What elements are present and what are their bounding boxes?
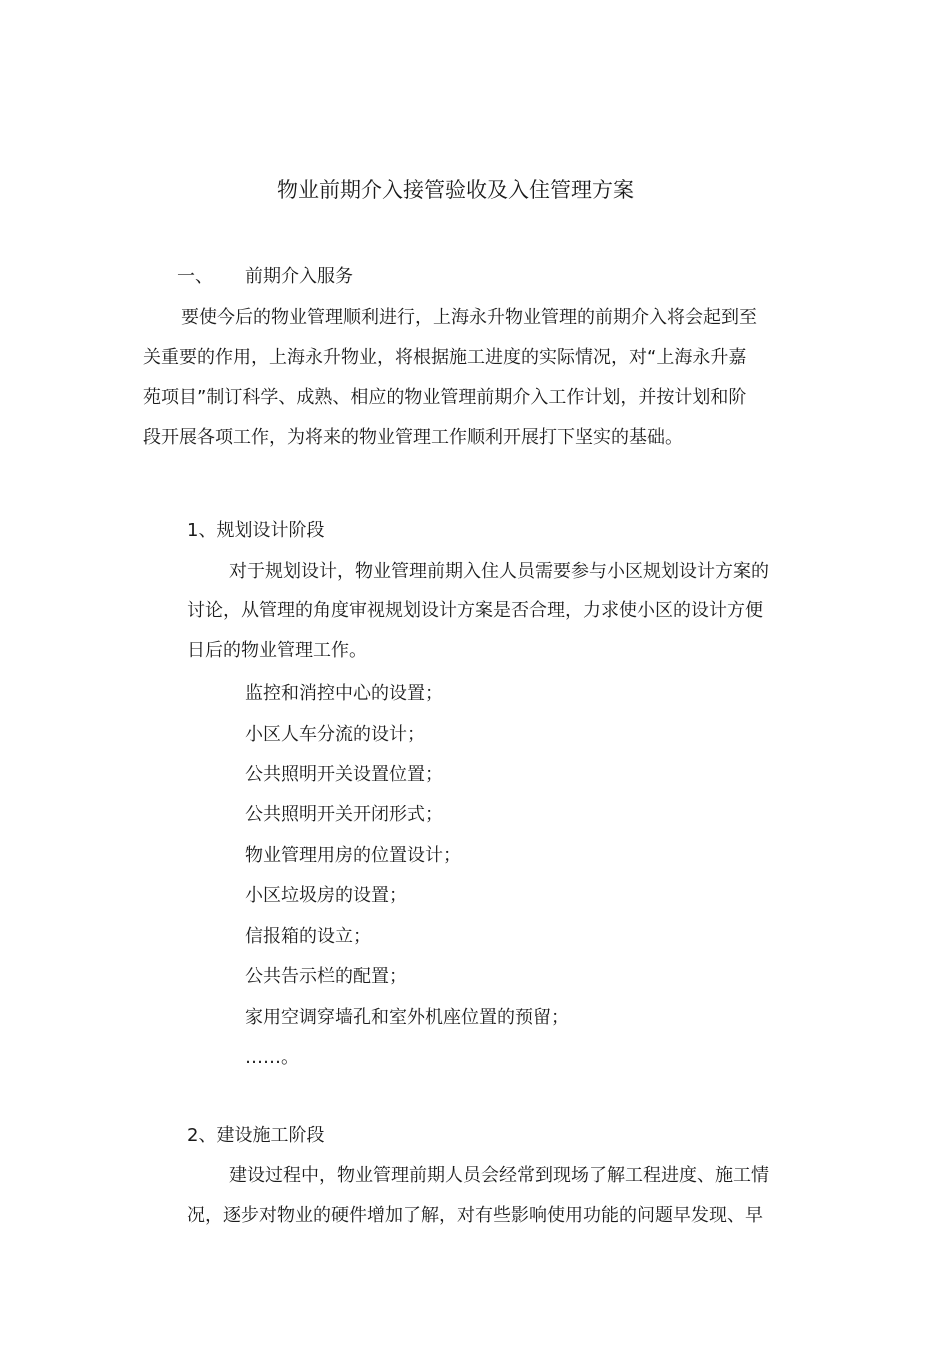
paragraph-line: 要使今后的物业管理顺利进行，上海永升物业管理的前期介入将会起到至 <box>181 307 757 328</box>
subsection-heading: 1、规划设计阶段 <box>187 520 325 541</box>
list-item: 家用空调穿墙孔和室外机座位置的预留； <box>245 1007 569 1028</box>
paragraph-line: 关重要的作用，上海永升物业，将根据施工进度的实际情况，对“上海永升嘉 <box>143 347 747 368</box>
list-item: ……。 <box>245 1047 299 1068</box>
subsection-heading: 2、建设施工阶段 <box>187 1125 325 1146</box>
document-title: 物业前期介入接管验收及入住管理方案 <box>277 178 634 202</box>
section-heading: 前期介入服务 <box>245 266 353 287</box>
paragraph-line: 建设过程中，物业管理前期人员会经常到现场了解工程进度、施工情 <box>229 1165 769 1186</box>
list-item: 公共告示栏的配置； <box>245 966 407 987</box>
list-item: 监控和消控中心的设置； <box>245 683 443 704</box>
list-item: 小区人车分流的设计； <box>245 724 425 745</box>
paragraph-line: 日后的物业管理工作。 <box>187 640 367 661</box>
paragraph-line: 对于规划设计，物业管理前期入住人员需要参与小区规划设计方案的 <box>229 561 769 582</box>
paragraph-line: 况，逐步对物业的硬件增加了解，对有些影响使用功能的问题早发现、早 <box>187 1205 763 1226</box>
list-item: 公共照明开关开闭形式； <box>245 804 443 825</box>
list-item: 物业管理用房的位置设计； <box>245 845 461 866</box>
paragraph-line: 讨论，从管理的角度审视规划设计方案是否合理，力求使小区的设计方便 <box>187 600 763 621</box>
paragraph-line: 段开展各项工作，为将来的物业管理工作顺利开展打下坚实的基础。 <box>143 427 683 448</box>
section-number: 一、 <box>177 266 213 287</box>
list-item: 小区垃圾房的设置； <box>245 885 407 906</box>
list-item: 信报箱的设立； <box>245 926 371 947</box>
paragraph-line: 苑项目”制订科学、成熟、相应的物业管理前期介入工作计划，并按计划和阶 <box>143 387 747 408</box>
list-item: 公共照明开关设置位置； <box>245 764 443 785</box>
